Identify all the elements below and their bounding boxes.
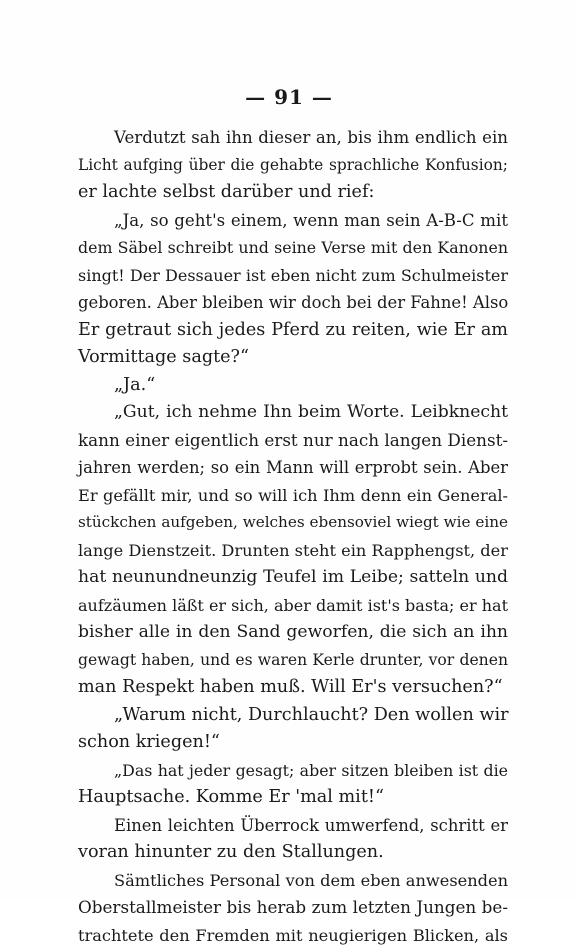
- text-line: Hauptsache. Komme Er 'mal mit!“: [78, 784, 508, 812]
- text-line: geboren. Aber bleiben wir doch bei der Fahne! Also: [78, 289, 508, 317]
- text-line: „Gut, ich nehme Ihn beim Worte. Leibknecht: [78, 399, 508, 427]
- text-line: trachtete den Fremden mit neugierigen Blicken, als: [78, 922, 508, 949]
- text-line: Sämtliches Personal von dem eben anwesenden: [78, 867, 508, 895]
- text-line: lange Dienstzeit. Drunten steht ein Rapphengst, der: [78, 537, 508, 565]
- text-line: gewagt haben, und es waren Kerle drunter, vor denen: [78, 647, 508, 675]
- text-line: stückchen aufgeben, welches ebensoviel wiegt wie eine: [78, 509, 508, 537]
- text-line: singt! Der Dessauer ist eben nicht zum Schulmeister: [78, 262, 508, 290]
- text-line: Licht aufging über die gehabte sprachliche Konfusion;: [78, 152, 508, 180]
- text-line: schon kriegen!“: [78, 729, 508, 757]
- text-line: er lachte selbst darüber und rief:: [78, 179, 508, 207]
- text-line: Oberstallmeister bis herab zum letzten Jungen be-: [78, 894, 508, 922]
- text-line: „Warum nicht, Durchlaucht? Den wollen wir: [78, 702, 508, 730]
- text-line: kann einer eigentlich erst nur nach langen Dienst-: [78, 427, 508, 455]
- text-line: Einen leichten Überrock umwerfend, schritt er: [78, 812, 508, 840]
- text-line: jahren werden; so ein Mann will erprobt sein. Aber: [78, 454, 508, 482]
- text-line: hat neunundneunzig Teufel im Leibe; satteln und: [78, 564, 508, 592]
- text-line: Er getraut sich jedes Pferd zu reiten, wie Er am: [78, 317, 508, 345]
- text-line: bisher alle in den Sand geworfen, die sich an ihn: [78, 619, 508, 647]
- text-line: „Das hat jeder gesagt; aber sitzen bleiben ist die: [78, 757, 508, 785]
- text-line: Er gefällt mir, und so will ich Ihm denn ein General-: [78, 482, 508, 510]
- text-line: Vormittage sagte?“: [78, 344, 508, 372]
- text-line: man Respekt haben muß. Will Er's versuchen?“: [78, 674, 508, 702]
- page-number: — 91 —: [0, 85, 578, 109]
- body-text: [78, 124, 508, 949]
- text-line: voran hinunter zu den Stallungen.: [78, 839, 508, 867]
- text-line: „Ja, so geht's einem, wenn man sein A-B-C mit: [78, 207, 508, 235]
- text-line: dem Säbel schreibt und seine Verse mit den Kanonen: [78, 234, 508, 262]
- text-line: Verdutzt sah ihn dieser an, bis ihm endlich ein: [78, 124, 508, 152]
- text-line: aufzäumen läßt er sich, aber damit ist's basta; er hat: [78, 592, 508, 620]
- text-line: „Ja.“: [78, 372, 508, 400]
